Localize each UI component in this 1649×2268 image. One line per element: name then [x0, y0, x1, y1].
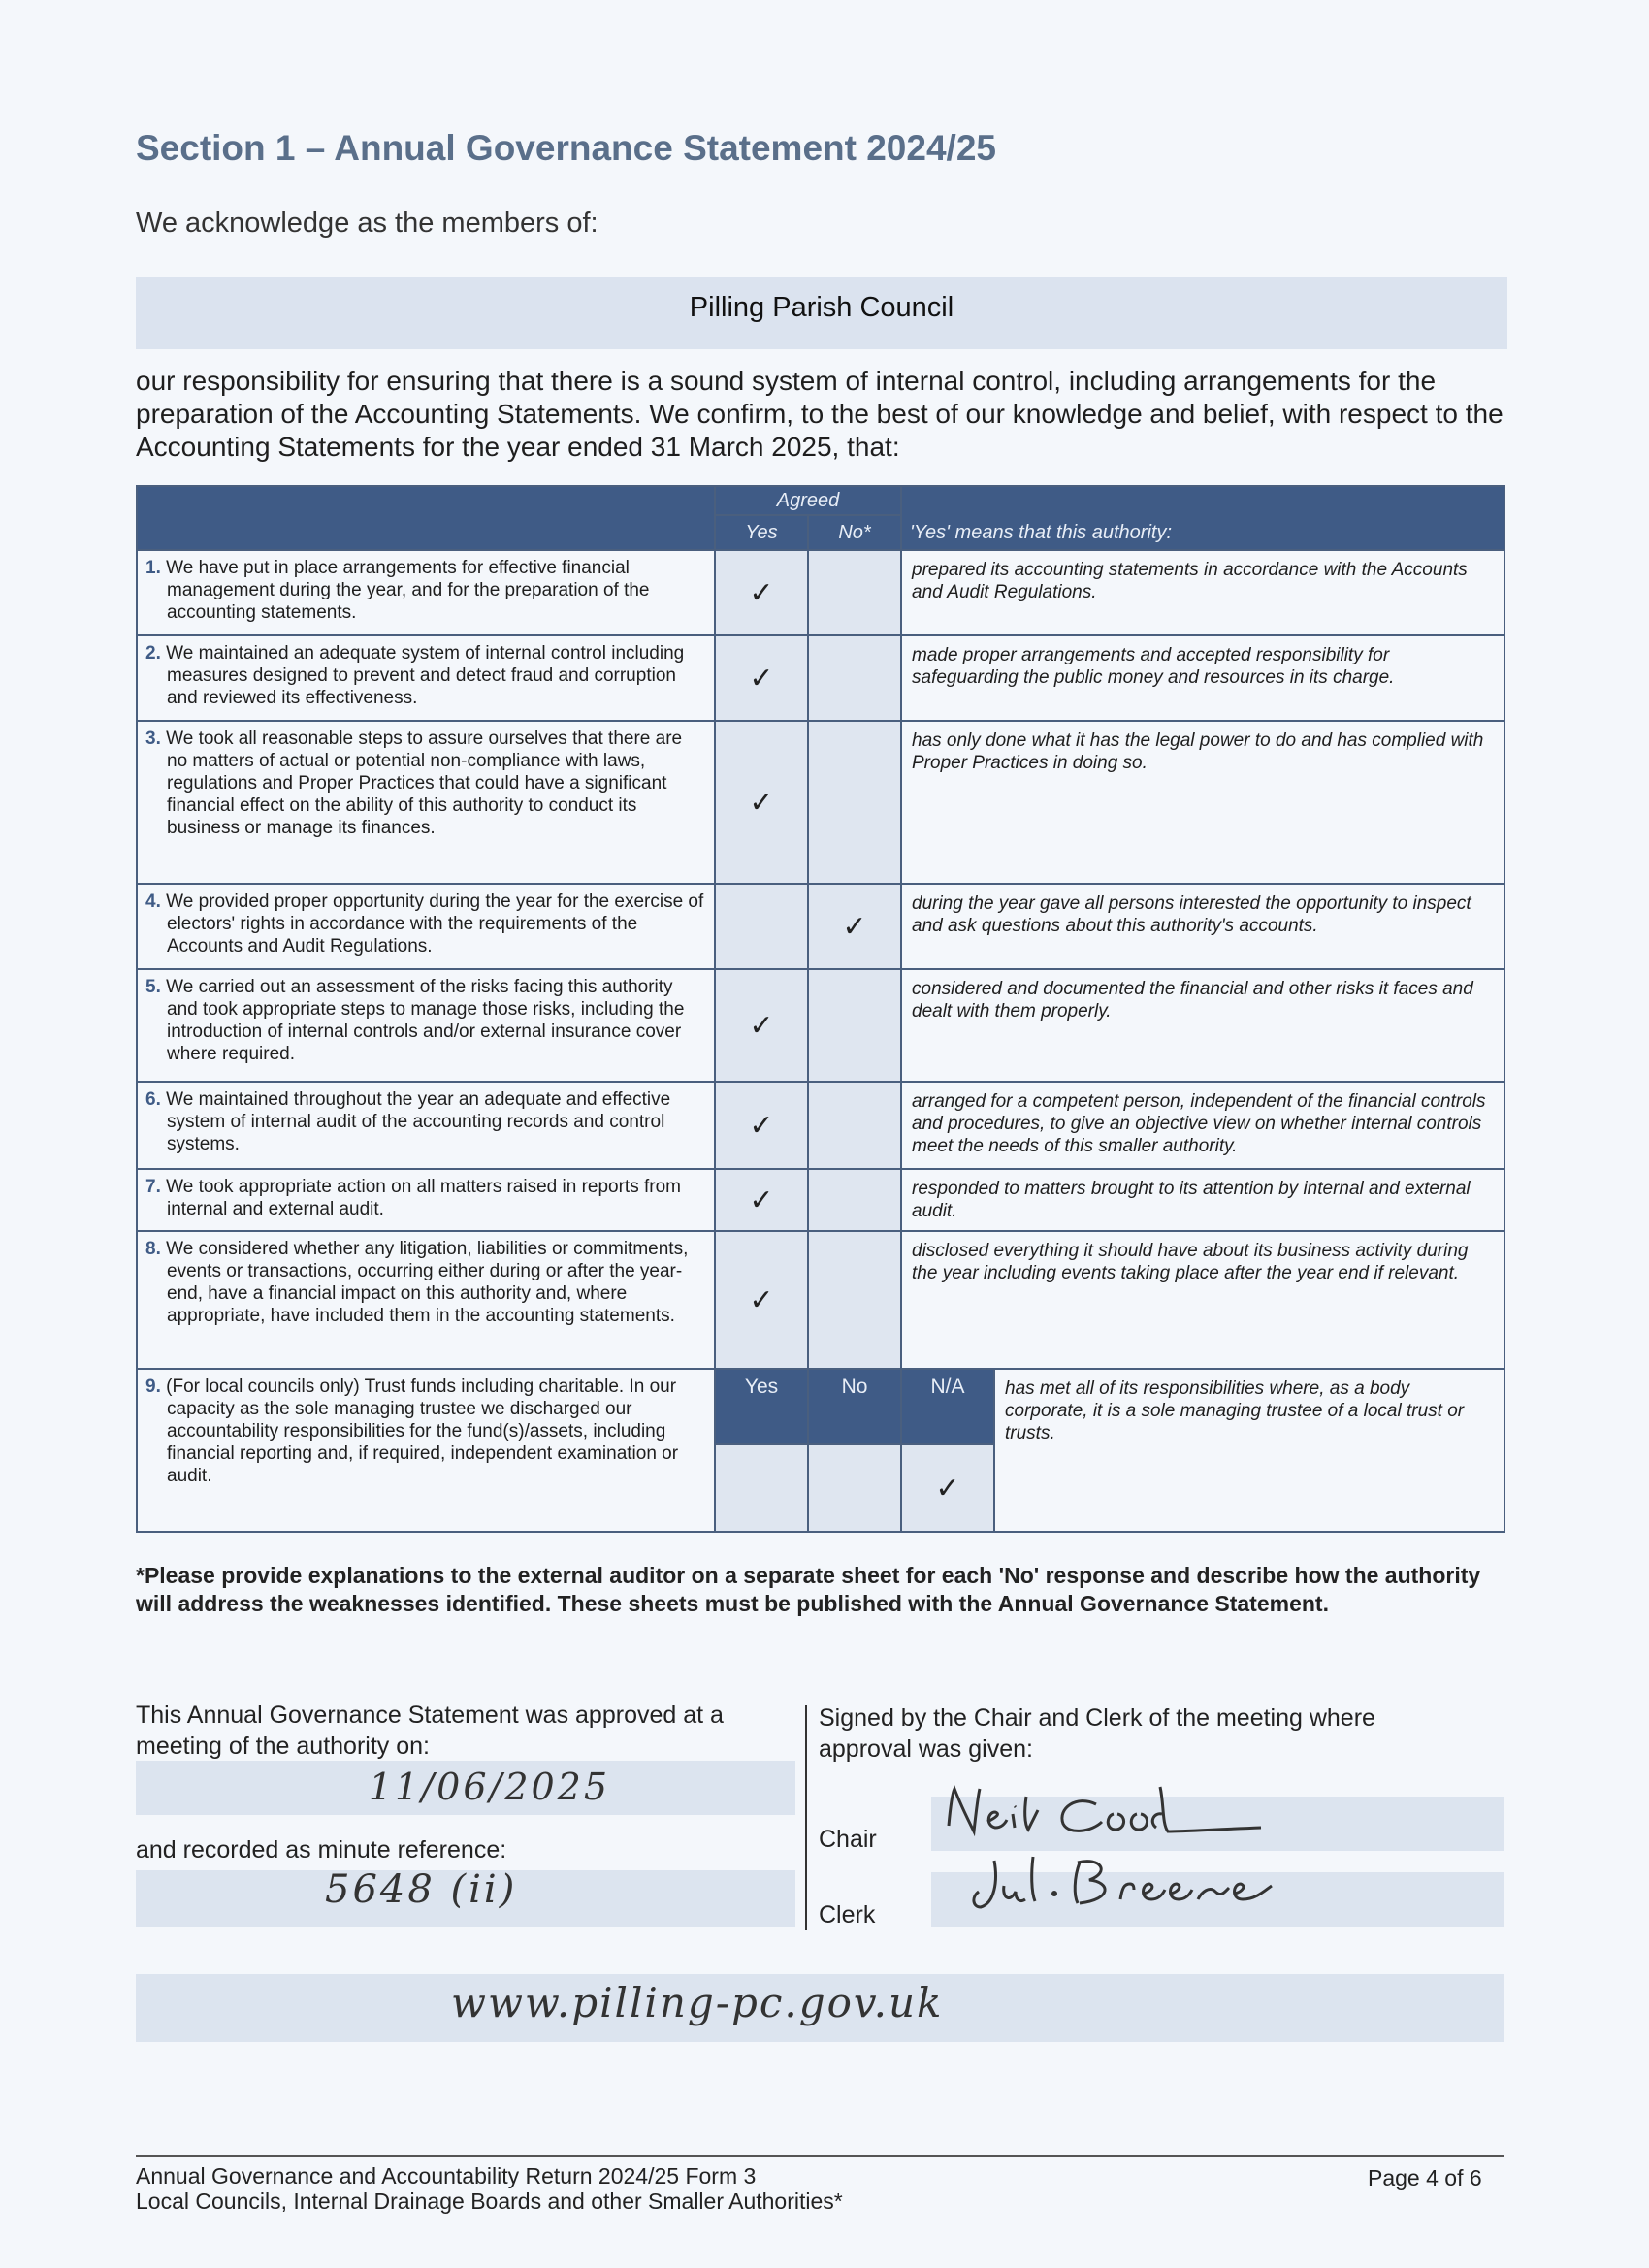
- means-8: disclosed everything it should have about its business activity during the year including events taking place after the year end if relevant.: [901, 1231, 1504, 1369]
- no-checkbox-8[interactable]: [808, 1231, 901, 1369]
- header-yes: Yes: [715, 515, 808, 550]
- statement-8: 8. We considered whether any litigation, liabilities or commitments, events or transactions, occurring either during or after the year-end, have a financial impact on this authority and, where appropriate, have included them in the accounting statements.: [137, 1231, 715, 1369]
- means-9: has met all of its responsibilities where, as a body corporate, it is a sole managing trustee of a local trust or trusts.: [994, 1369, 1504, 1532]
- row9-na-label: N/A: [901, 1369, 994, 1444]
- signed-label: Signed by the Chair and Clerk of the meeting where approval was given:: [819, 1704, 1375, 1763]
- no-checkbox-9[interactable]: [808, 1444, 901, 1532]
- means-4: during the year gave all persons interested the opportunity to inspect and ask questions about this authority's accounts.: [901, 884, 1504, 969]
- table-row: [137, 721, 1504, 884]
- yes-checkbox-2[interactable]: ✓: [715, 635, 808, 721]
- yes-checkbox-7[interactable]: ✓: [715, 1169, 808, 1231]
- intro-text: We acknowledge as the members of:: [136, 208, 598, 239]
- page-number: Page 4 of 6: [1368, 2165, 1482, 2190]
- row9-no-label: No: [808, 1369, 901, 1444]
- yes-checkbox-6[interactable]: ✓: [715, 1082, 808, 1169]
- footer-divider: [136, 2155, 1504, 2157]
- no-checkbox-2[interactable]: [808, 635, 901, 721]
- table-row: [137, 1169, 1504, 1231]
- no-checkbox-5[interactable]: [808, 969, 901, 1082]
- statement-1: 1. We have put in place arrangements for effective financial management during the year, and for the preparation of the accounting statements.: [137, 550, 715, 635]
- header-blank: [137, 486, 715, 550]
- approval-date: 11/06/2025: [369, 1766, 611, 1808]
- chair-label: Chair: [819, 1826, 877, 1853]
- no-checkbox-1[interactable]: [808, 550, 901, 635]
- statement-5: 5. We carried out an assessment of the risks facing this authority and took appropriate steps to manage those risks, including the introduction of internal controls and/or external insurance cover where required.: [137, 969, 715, 1082]
- no-checkbox-7[interactable]: [808, 1169, 901, 1231]
- no-checkbox-3[interactable]: [808, 721, 901, 884]
- yes-checkbox-9[interactable]: [715, 1444, 808, 1532]
- means-6: arranged for a competent person, independent of the financial controls and procedures, to give an objective view on whether internal controls meet the needs of this smaller authority.: [901, 1082, 1504, 1169]
- clerk-signature-image: [965, 1843, 1295, 1927]
- yes-checkbox-8[interactable]: ✓: [715, 1231, 808, 1369]
- statement-7: 7. We took appropriate action on all matters raised in reports from internal and external audit.: [137, 1169, 715, 1231]
- means-7: responded to matters brought to its attention by internal and external audit.: [901, 1169, 1504, 1231]
- means-5: considered and documented the financial and other risks it faces and dealt with them properly.: [901, 969, 1504, 1082]
- no-checkbox-4[interactable]: ✓: [808, 884, 901, 969]
- footer-subtitle: Local Councils, Internal Drainage Boards and other Smaller Authorities*: [136, 2188, 843, 2214]
- statement-3: 3. We took all reasonable steps to assure ourselves that there are no matters of actual or potential non-compliance with laws, regulations and Proper Practices that could have a significant financial effect on the ability of this authority to conduct its business or manage its finances.: [137, 721, 715, 884]
- statement-4: 4. We provided proper opportunity during the year for the exercise of electors' rights in accordance with the requirements of the Accounts and Audit Regulations.: [137, 884, 715, 969]
- footer-form-title: Annual Governance and Accountability Return 2024/25 Form 3: [136, 2163, 757, 2188]
- statement-2: 2. We maintained an adequate system of internal control including measures designed to prevent and detect fraud and corruption and reviewed its effectiveness.: [137, 635, 715, 721]
- chair-signature-image: [931, 1775, 1319, 1853]
- table-row: [137, 884, 1504, 969]
- table-header-row-1: [137, 486, 1504, 515]
- header-means: 'Yes' means that this authority:: [901, 486, 1504, 550]
- table-row: [137, 1231, 1504, 1369]
- yes-checkbox-5[interactable]: ✓: [715, 969, 808, 1082]
- row9-yes-label: Yes: [715, 1369, 808, 1444]
- yes-checkbox-4[interactable]: [715, 884, 808, 969]
- na-checkbox-9[interactable]: ✓: [901, 1444, 994, 1532]
- yes-checkbox-3[interactable]: ✓: [715, 721, 808, 884]
- header-agreed: Agreed: [715, 486, 901, 515]
- column-divider: [805, 1705, 807, 1930]
- approved-label: This Annual Governance Statement was approved at a meeting of the authority on:: [136, 1701, 724, 1760]
- header-no: No*: [808, 515, 901, 550]
- minute-label: and recorded as minute reference:: [136, 1836, 507, 1863]
- statement-6: 6. We maintained throughout the year an adequate and effective system of internal audit of the accounting records and control systems.: [137, 1082, 715, 1169]
- clerk-label: Clerk: [819, 1901, 876, 1928]
- governance-table: [136, 485, 1505, 1533]
- website-address: www.pilling-pc.gov.uk: [451, 1979, 944, 2026]
- explanation-note: *Please provide explanations to the external auditor on a separate sheet for each 'No' response and describe how the authority will address the weaknesses identified. These sheets must be published with the Annual Governance Statement.: [136, 1563, 1481, 1616]
- authority-name-field: [136, 277, 1507, 349]
- responsibility-text: our responsibility for ensuring that there is a sound system of internal control, including arrangements for the preparation of the Accounting Statements. We confirm, to the best of our knowledge and belief, with respect to the Accounting Statements for the year ended 31 March 2025, that:: [136, 366, 1504, 462]
- table-row: [137, 635, 1504, 721]
- statement-9: 9. (For local councils only) Trust funds including charitable. In our capacity as the sole managing trustee we discharged our accountability responsibilities for the fund(s)/assets, including financial reporting and, if required, independent examination or audit.: [137, 1369, 715, 1532]
- means-3: has only done what it has the legal power to do and has complied with Proper Practices in doing so.: [901, 721, 1504, 884]
- page-title: Section 1 – Annual Governance Statement 2024/25: [136, 128, 996, 168]
- table-row: [137, 1082, 1504, 1169]
- means-2: made proper arrangements and accepted responsibility for safeguarding the public money and resources in its charge.: [901, 635, 1504, 721]
- yes-checkbox-1[interactable]: ✓: [715, 550, 808, 635]
- table-row-9-head: [137, 1369, 1504, 1444]
- table-row: [137, 969, 1504, 1082]
- no-checkbox-6[interactable]: [808, 1082, 901, 1169]
- minute-reference: 5648 (ii): [325, 1867, 518, 1912]
- authority-name: Pilling Parish Council: [689, 292, 954, 323]
- table-row: [137, 550, 1504, 635]
- means-1: prepared its accounting statements in accordance with the Accounts and Audit Regulations.: [901, 550, 1504, 635]
